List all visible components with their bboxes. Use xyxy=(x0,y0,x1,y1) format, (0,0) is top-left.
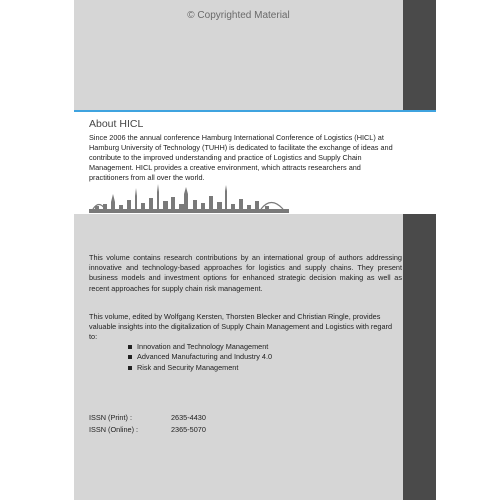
issn-print-row xyxy=(89,413,206,422)
issn-print-label: ISSN (Print) : xyxy=(89,413,132,422)
description-paragraph-1: This volume contains research contributions by an international group of authors addressing innovative and technology-based approaches for logistics and supply chains. They present business models and investment options for enhanced strategic decision making as well as recent approaches for supply chain risk management. xyxy=(89,253,402,293)
copyright-watermark: © Copyrighted Material xyxy=(187,10,290,21)
topic-list xyxy=(128,342,272,373)
issn-online-label: ISSN (Online) : xyxy=(89,425,139,434)
list-item: Innovation and Technology Management xyxy=(128,342,272,352)
issn-online-value: 2365-5070 xyxy=(171,425,206,434)
list-item: Risk and Security Management xyxy=(128,363,272,373)
about-title: About HICL xyxy=(89,118,144,130)
description-paragraph-2: This volume, edited by Wolfgang Kersten, Thorsten Blecker and Christian Ringle, provides valuable insights into the digitalization of Supply Chain Management and Logistics with regard to: xyxy=(89,312,393,342)
about-text: Since 2006 the annual conference Hamburg International Conference of Logistics (HICL) at Hamburg University of Technology (TUHH) is dedicated to facilitate the exchange of ideas and contribute to the improved understanding and practice of Logistics and Supply Chain Management. HICL provides a creative environment, which attracts researchers and practitioners from all over the world. xyxy=(89,133,393,182)
book-spine xyxy=(403,0,436,500)
issn-print-value: 2635-4430 xyxy=(171,413,206,422)
issn-online-row xyxy=(89,425,206,434)
hamburg-skyline-icon xyxy=(89,182,289,214)
list-item: Advanced Manufacturing and Industry 4.0 xyxy=(128,352,272,362)
